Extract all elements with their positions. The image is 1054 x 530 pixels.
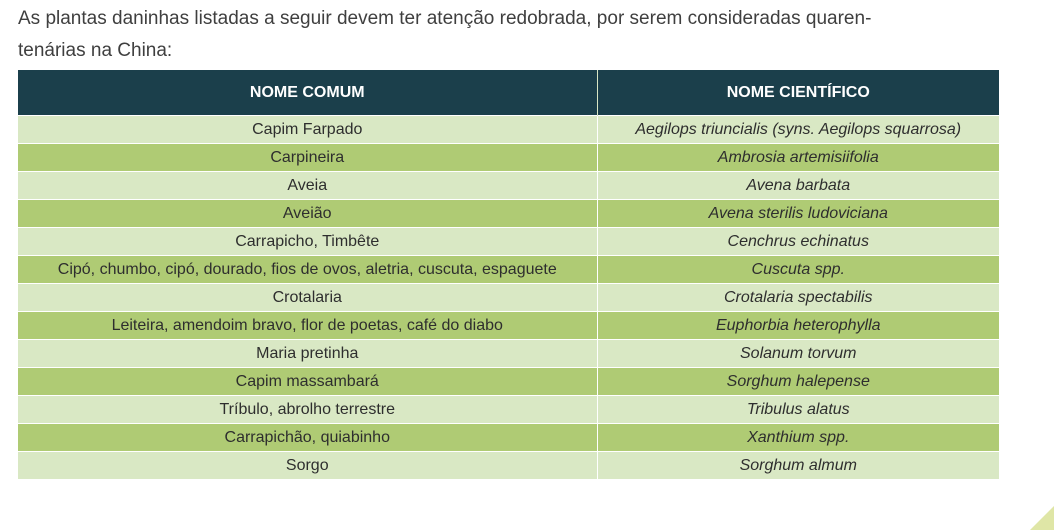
- scientific-name-cell: Cenchrus echinatus: [597, 228, 999, 256]
- scientific-name-cell: Solanum torvum: [597, 340, 999, 368]
- intro-paragraph: [18, 3, 1028, 67]
- scientific-name-cell: Ambrosia artemisiifolia: [597, 144, 999, 172]
- scientific-name-cell: Avena barbata: [597, 172, 999, 200]
- common-name-cell: Capim massambará: [18, 368, 597, 396]
- scientific-name-cell: Euphorbia heterophylla: [597, 312, 999, 340]
- table-row: [18, 284, 999, 312]
- table-row: [18, 228, 999, 256]
- header-common-name: NOME COMUM: [18, 70, 597, 116]
- quarantine-weeds-table: [18, 70, 999, 479]
- page-corner-decoration: [1030, 506, 1054, 530]
- common-name-cell: Maria pretinha: [18, 340, 597, 368]
- common-name-cell: Crotalaria: [18, 284, 597, 312]
- table-row: [18, 396, 999, 424]
- intro-line-1: As plantas daninhas listadas a seguir devem ter atenção redobrada, por serem consideradas quaren-: [18, 8, 872, 29]
- table-row: [18, 256, 999, 284]
- table-row: [18, 172, 999, 200]
- common-name-cell: Sorgo: [18, 452, 597, 480]
- scientific-name-cell: Avena sterilis ludoviciana: [597, 200, 999, 228]
- scientific-name-cell: Sorghum halepense: [597, 368, 999, 396]
- table-row: [18, 452, 999, 480]
- table-row: [18, 312, 999, 340]
- common-name-cell: Aveião: [18, 200, 597, 228]
- scientific-name-cell: Sorghum almum: [597, 452, 999, 480]
- scientific-name-cell: Aegilops triuncialis (syns. Aegilops squarrosa): [597, 116, 999, 144]
- common-name-cell: Tríbulo, abrolho terrestre: [18, 396, 597, 424]
- common-name-cell: Carpineira: [18, 144, 597, 172]
- table-row: [18, 116, 999, 144]
- scientific-name-cell: Crotalaria spectabilis: [597, 284, 999, 312]
- common-name-cell: Leiteira, amendoim bravo, flor de poetas, café do diabo: [18, 312, 597, 340]
- intro-line-2: tenárias na China:: [18, 40, 173, 61]
- common-name-cell: Carrapichão, quiabinho: [18, 424, 597, 452]
- scientific-name-cell: Cuscuta spp.: [597, 256, 999, 284]
- table-header-row: [18, 70, 999, 116]
- table-row: [18, 424, 999, 452]
- common-name-cell: Carrapicho, Timbête: [18, 228, 597, 256]
- common-name-cell: Aveia: [18, 172, 597, 200]
- scientific-name-cell: Xanthium spp.: [597, 424, 999, 452]
- table-row: [18, 144, 999, 172]
- table-row: [18, 200, 999, 228]
- common-name-cell: Cipó, chumbo, cipó, dourado, fios de ovos, aletria, cuscuta, espaguete: [18, 256, 597, 284]
- header-scientific-name: NOME CIENTÍFICO: [597, 70, 999, 116]
- scientific-name-cell: Tribulus alatus: [597, 396, 999, 424]
- common-name-cell: Capim Farpado: [18, 116, 597, 144]
- table-row: [18, 368, 999, 396]
- table-row: [18, 340, 999, 368]
